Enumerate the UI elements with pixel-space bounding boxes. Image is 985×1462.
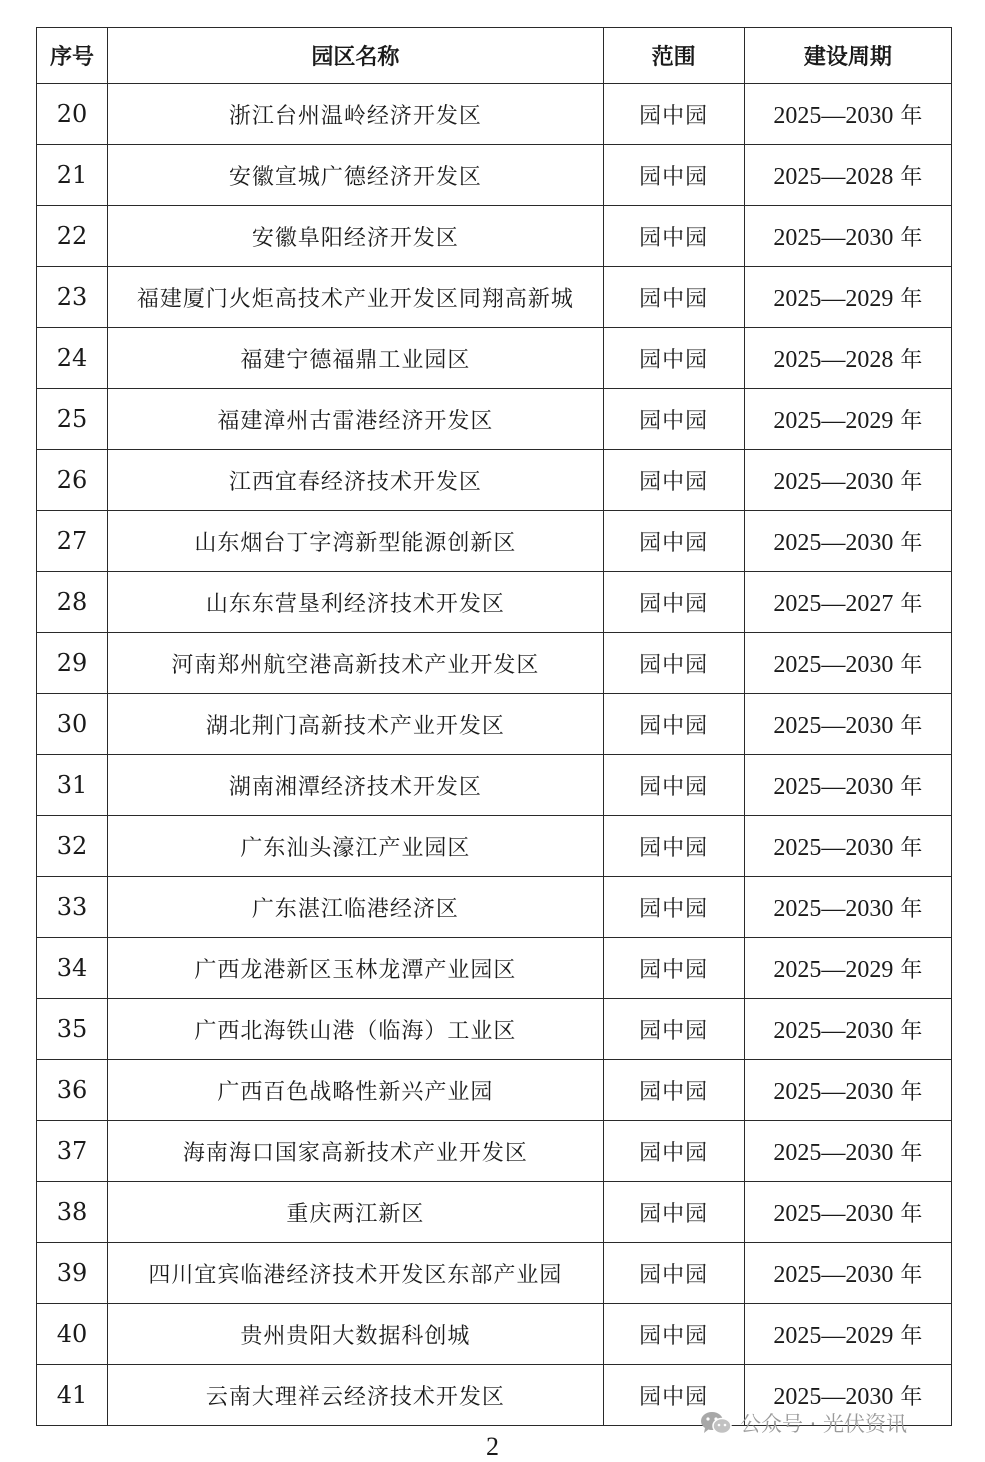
row-index: 38	[37, 1182, 108, 1243]
park-scope: 园中园	[603, 328, 744, 389]
page-number: 2	[486, 1432, 499, 1461]
period-years: 2025—2030	[773, 1017, 894, 1044]
table-row	[37, 389, 952, 450]
build-period	[744, 145, 951, 206]
row-index: 37	[37, 1121, 108, 1182]
build-period	[744, 572, 951, 633]
build-period	[744, 816, 951, 877]
header-index: 序号	[37, 28, 108, 84]
park-name: 广东汕头濠江产业园区	[108, 816, 604, 877]
park-scope: 园中园	[603, 267, 744, 328]
park-name: 贵州贵阳大数据科创城	[108, 1304, 604, 1365]
period-year-suffix: 年	[900, 1018, 923, 1044]
build-period	[744, 1121, 951, 1182]
table-row	[37, 755, 952, 816]
row-index: 35	[37, 999, 108, 1060]
row-index: 21	[37, 145, 108, 206]
table-row	[37, 816, 952, 877]
park-name: 安徽阜阳经济开发区	[108, 206, 604, 267]
park-name: 湖北荆门高新技术产业开发区	[108, 694, 604, 755]
table-row	[37, 328, 952, 389]
header-park-name: 园区名称	[108, 28, 604, 84]
row-index: 39	[37, 1243, 108, 1304]
period-years: 2025—2030	[773, 529, 894, 556]
table-row	[37, 1304, 952, 1365]
period-year-suffix: 年	[900, 1201, 923, 1227]
park-name: 云南大理祥云经济技术开发区	[108, 1365, 604, 1426]
park-name: 浙江台州温岭经济开发区	[108, 84, 604, 145]
build-period	[744, 206, 951, 267]
table-row	[37, 145, 952, 206]
park-scope: 园中园	[603, 572, 744, 633]
table-row	[37, 267, 952, 328]
park-name: 广西龙港新区玉林龙潭产业园区	[108, 938, 604, 999]
period-year-suffix: 年	[900, 957, 923, 983]
row-index: 32	[37, 816, 108, 877]
period-year-suffix: 年	[900, 225, 923, 251]
period-years: 2025—2029	[773, 1322, 894, 1349]
park-scope: 园中园	[603, 1365, 744, 1426]
row-index: 41	[37, 1365, 108, 1426]
period-years: 2025—2027	[773, 590, 894, 617]
period-year-suffix: 年	[900, 469, 923, 495]
build-period	[744, 1060, 951, 1121]
row-index: 27	[37, 511, 108, 572]
park-scope: 园中园	[603, 999, 744, 1060]
park-name: 江西宜春经济技术开发区	[108, 450, 604, 511]
period-years: 2025—2030	[773, 773, 894, 800]
park-name: 河南郑州航空港高新技术产业开发区	[108, 633, 604, 694]
period-year-suffix: 年	[900, 713, 923, 739]
row-index: 26	[37, 450, 108, 511]
row-index: 25	[37, 389, 108, 450]
build-period	[744, 1243, 951, 1304]
park-scope: 园中园	[603, 145, 744, 206]
build-period	[744, 633, 951, 694]
park-scope: 园中园	[603, 816, 744, 877]
period-years: 2025—2030	[773, 224, 894, 251]
table-row	[37, 1243, 952, 1304]
park-scope: 园中园	[603, 694, 744, 755]
park-scope: 园中园	[603, 938, 744, 999]
park-name: 广东湛江临港经济区	[108, 877, 604, 938]
build-period	[744, 877, 951, 938]
row-index: 34	[37, 938, 108, 999]
park-name: 四川宜宾临港经济技术开发区东部产业园	[108, 1243, 604, 1304]
park-scope: 园中园	[603, 511, 744, 572]
row-index: 30	[37, 694, 108, 755]
period-year-suffix: 年	[900, 347, 923, 373]
period-years: 2025—2028	[773, 346, 894, 373]
table-row	[37, 633, 952, 694]
period-years: 2025—2030	[773, 712, 894, 739]
build-period	[744, 999, 951, 1060]
park-scope: 园中园	[603, 1060, 744, 1121]
table-row	[37, 938, 952, 999]
build-period	[744, 450, 951, 511]
row-index: 23	[37, 267, 108, 328]
table-row	[37, 1121, 952, 1182]
park-scope: 园中园	[603, 1243, 744, 1304]
period-year-suffix: 年	[900, 591, 923, 617]
build-period	[744, 1182, 951, 1243]
period-years: 2025—2030	[773, 468, 894, 495]
period-years: 2025—2030	[773, 102, 894, 129]
row-index: 36	[37, 1060, 108, 1121]
period-years: 2025—2030	[773, 651, 894, 678]
park-name: 广西北海铁山港（临海）工业区	[108, 999, 604, 1060]
build-period	[744, 938, 951, 999]
build-period	[744, 389, 951, 450]
park-name: 福建漳州古雷港经济开发区	[108, 389, 604, 450]
table-row	[37, 206, 952, 267]
park-name: 湖南湘潭经济技术开发区	[108, 755, 604, 816]
table-row	[37, 999, 952, 1060]
period-years: 2025—2030	[773, 1200, 894, 1227]
table-row	[37, 694, 952, 755]
period-years: 2025—2030	[773, 1078, 894, 1105]
period-years: 2025—2030	[773, 1261, 894, 1288]
period-year-suffix: 年	[900, 1262, 923, 1288]
build-period	[744, 328, 951, 389]
build-period	[744, 84, 951, 145]
period-year-suffix: 年	[900, 774, 923, 800]
park-scope: 园中园	[603, 755, 744, 816]
row-index: 28	[37, 572, 108, 633]
build-period	[744, 511, 951, 572]
park-name: 山东烟台丁字湾新型能源创新区	[108, 511, 604, 572]
park-scope: 园中园	[603, 633, 744, 694]
build-period	[744, 694, 951, 755]
watermark-text: 公众号 · 光伏资讯	[740, 1412, 908, 1436]
park-table	[36, 27, 952, 1426]
table-row	[37, 1182, 952, 1243]
period-year-suffix: 年	[900, 1079, 923, 1105]
period-years: 2025—2028	[773, 163, 894, 190]
table-row	[37, 877, 952, 938]
row-index: 40	[37, 1304, 108, 1365]
period-years: 2025—2029	[773, 956, 894, 983]
row-index: 24	[37, 328, 108, 389]
park-name: 山东东营垦利经济技术开发区	[108, 572, 604, 633]
period-years: 2025—2030	[773, 1383, 894, 1410]
row-index: 22	[37, 206, 108, 267]
table-row	[37, 1060, 952, 1121]
period-years: 2025—2029	[773, 407, 894, 434]
period-year-suffix: 年	[900, 652, 923, 678]
period-years: 2025—2030	[773, 895, 894, 922]
park-name: 广西百色战略性新兴产业园	[108, 1060, 604, 1121]
period-year-suffix: 年	[900, 164, 923, 190]
period-year-suffix: 年	[900, 103, 923, 129]
park-name: 重庆两江新区	[108, 1182, 604, 1243]
park-name: 福建宁德福鼎工业园区	[108, 328, 604, 389]
period-year-suffix: 年	[900, 286, 923, 312]
period-years: 2025—2030	[773, 834, 894, 861]
header-period: 建设周期	[744, 28, 951, 84]
build-period	[744, 1304, 951, 1365]
park-scope: 园中园	[603, 1182, 744, 1243]
period-years: 2025—2029	[773, 285, 894, 312]
header-scope: 范围	[603, 28, 744, 84]
period-year-suffix: 年	[900, 408, 923, 434]
table-row	[37, 572, 952, 633]
period-year-suffix: 年	[900, 1323, 923, 1349]
row-index: 20	[37, 84, 108, 145]
table-row	[37, 511, 952, 572]
row-index: 31	[37, 755, 108, 816]
park-name: 安徽宣城广德经济开发区	[108, 145, 604, 206]
park-scope: 园中园	[603, 84, 744, 145]
build-period	[744, 755, 951, 816]
park-scope: 园中园	[603, 877, 744, 938]
build-period	[744, 267, 951, 328]
period-years: 2025—2030	[773, 1139, 894, 1166]
park-scope: 园中园	[603, 1121, 744, 1182]
park-name: 福建厦门火炬高技术产业开发区同翔高新城	[108, 267, 604, 328]
table-row	[37, 450, 952, 511]
period-year-suffix: 年	[900, 1140, 923, 1166]
table-row	[37, 84, 952, 145]
period-year-suffix: 年	[900, 835, 923, 861]
park-scope: 园中园	[603, 450, 744, 511]
park-scope: 园中园	[603, 206, 744, 267]
park-scope: 园中园	[603, 389, 744, 450]
period-year-suffix: 年	[900, 896, 923, 922]
park-name: 海南海口国家高新技术产业开发区	[108, 1121, 604, 1182]
period-year-suffix: 年	[900, 1384, 923, 1410]
period-year-suffix: 年	[900, 530, 923, 556]
row-index: 33	[37, 877, 108, 938]
park-scope: 园中园	[603, 1304, 744, 1365]
table-header-row	[37, 28, 952, 84]
row-index: 29	[37, 633, 108, 694]
